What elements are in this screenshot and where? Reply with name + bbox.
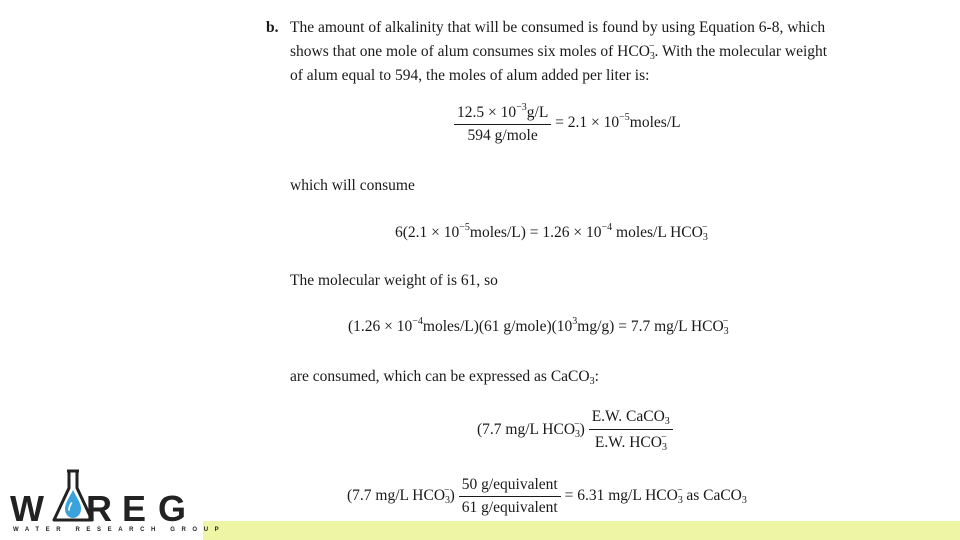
- eq5-denominator: 61 g/equivalent: [461, 499, 558, 516]
- logo-subtitle: WATER RESEARCH GROUP: [13, 527, 226, 533]
- eq4-fraction: [589, 408, 673, 453]
- equation-moles-alum: [454, 102, 681, 145]
- logo-letters: W R E G: [10, 488, 188, 529]
- eq4-denominator: E.W. $HCO_3^-$: [594, 432, 667, 453]
- eq5-numerator: 50 g/equivalent: [459, 476, 561, 497]
- intro-line-3: of alum equal to 594, the moles of alum added per liter is:: [290, 67, 650, 84]
- eq4-numerator: E.W. CaCO$_3$: [589, 408, 673, 430]
- eq1-denominator: 594 g/mole: [467, 127, 538, 144]
- eq5-lead: (7.7 mg/L $HCO_3^-$): [347, 485, 455, 507]
- wareg-logo: [10, 468, 226, 536]
- text-molecular-weight: The molecular weight of is 61, so: [290, 272, 498, 289]
- equation-mg-per-liter: $(1.26 \times 10^{-4}moles/L)(61$ $g/mole)(10^3mg/g) = 7.7$ mg/L $HCO_3^-$: [348, 316, 729, 337]
- intro-paragraph: [290, 18, 930, 85]
- equation-final-result: [347, 476, 747, 517]
- intro-line-2: shows that one mole of alum consumes six moles of $HCO_3^-$. With the molecular weight: [290, 41, 828, 62]
- eq5-rhs: = 6.31 mg/L $HCO_3^-$ as CaCO$_3$: [564, 485, 747, 507]
- eq4-lead: (7.7 mg/L $HCO_3^-$): [477, 419, 585, 441]
- text-expressed-as-caco3: are consumed, which can be expressed as CaCO$_3$:: [290, 368, 599, 387]
- footer-accent-bar: [203, 521, 960, 540]
- text-which-will-consume: which will consume: [290, 177, 415, 194]
- intro-label: b.: [266, 19, 279, 36]
- equation-equivalent-weight-ratio: [477, 408, 673, 453]
- eq1-rhs: = $2.1 \times 10^{-5}moles/L$: [555, 112, 681, 132]
- eq5-fraction: [459, 476, 561, 517]
- equation-bicarbonate-consumed: $6(2.1 \times 10^{-5}moles/L) = 1.26 \times 10^{-4}$ moles/L $HCO_3^-$: [395, 222, 708, 243]
- eq1-numerator: $12.5 \times 10^{-3}g/L$: [454, 102, 551, 125]
- eq1-fraction: [454, 102, 551, 145]
- intro-line-1: The amount of alkalinity that will be consumed is found by using Equation 6-8, which: [290, 19, 826, 36]
